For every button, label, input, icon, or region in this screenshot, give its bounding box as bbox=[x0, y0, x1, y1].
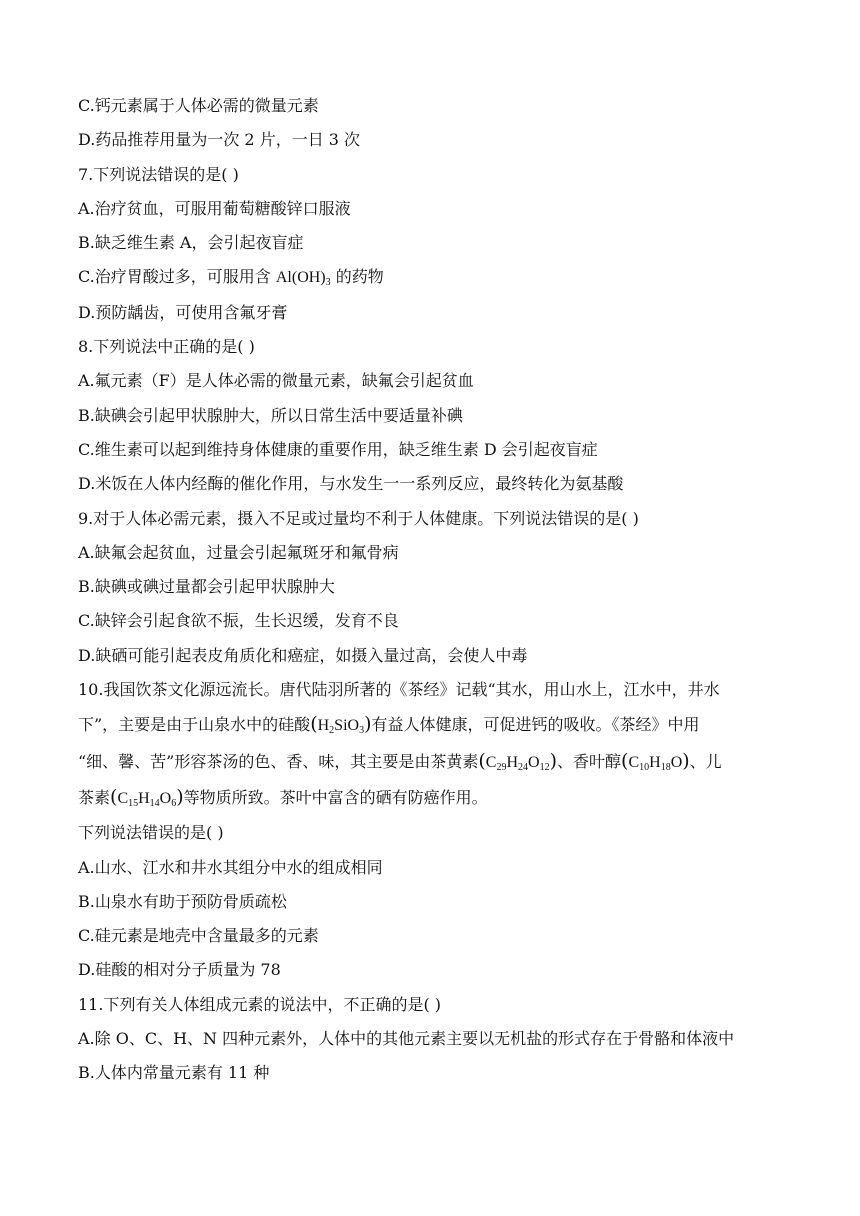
option-10c: C.硅元素是地壳中含量最多的元素 bbox=[78, 926, 319, 946]
option-7c bbox=[78, 267, 798, 288]
question-10-stem-line3: “细、馨、苦”形容茶汤的色、香、味，其主要是由茶黄素$(C_{29}H_{24}O_{12})$、香叶醇$(C_{10}H_{18}O)$、儿 bbox=[78, 749, 722, 773]
option-10a: A.山水、江水和井水其组分中水的组成相同 bbox=[78, 857, 383, 877]
formula-h2sio3: $H_2SiO_3$ bbox=[317, 717, 365, 737]
option-8d: D.米饭在人体内经酶的催化作用，与水发生一一系列反应，最终转化为氨基酸 bbox=[78, 474, 624, 494]
text-line: D.药品推荐用量为一次 2 片，一日 3 次 bbox=[78, 130, 361, 150]
text-segment: 茶素 bbox=[78, 787, 111, 807]
text-segment: 、香叶醇 bbox=[557, 751, 622, 771]
option-7d: D.预防龋齿，可使用含氟牙膏 bbox=[78, 302, 288, 322]
text-segment: 有益人体健康，可促进钙的吸收。《茶经》中用 bbox=[371, 715, 700, 735]
formula-catechin: $C_{15}H_{14}O_6$ bbox=[117, 789, 177, 809]
option-9d: D.缺硒可能引起表皮角质化和癌症，如摄入量过高，会使人中毒 bbox=[78, 645, 528, 665]
text-segment: 下”，主要是由于山泉水中的硅酸 bbox=[78, 715, 311, 735]
option-8b: B.缺碘会引起甲状腺肿大，所以日常生活中要适量补碘 bbox=[78, 405, 463, 425]
option-10b: B.山泉水有助于预防骨质疏松 bbox=[78, 891, 287, 911]
option-8a: A.氟元素（F）是人体必需的微量元素，缺氟会引起贫血 bbox=[78, 371, 474, 391]
option-9b: B.缺碘或碘过量都会引起甲状腺肿大 bbox=[78, 577, 335, 597]
option-7b: B.缺乏维生素 A，会引起夜盲症 bbox=[78, 233, 304, 253]
option-9c: C.缺锌会引起食欲不振，生长迟缓，发育不良 bbox=[78, 611, 399, 631]
option-11a: A.除 O、C、H、N 四种元素外，人体中的其他元素主要以无机盐的形式存在于骨骼和体液中 bbox=[78, 1029, 735, 1049]
text-line: C.钙元素属于人体必需的微量元素 bbox=[78, 96, 319, 115]
document-page bbox=[78, 96, 798, 1083]
option-8c: C.维生素可以起到维持身体健康的重要作用，缺乏维生素 D 会引起夜盲症 bbox=[78, 439, 598, 459]
question-10-prompt: 下列说法错误的是( ) bbox=[78, 823, 224, 843]
question-9-stem: 9.对于人体必需元素，摄入不足或过量均不利于人体健康。下列说法错误的是( ) bbox=[78, 508, 639, 528]
text-segment: 等物质所致。茶叶中富含的硒有防癌作用。 bbox=[183, 787, 488, 807]
text-segment: 、儿 bbox=[689, 751, 722, 771]
question-11-stem: 11.下列有关人体组成元素的说法中，不正确的是( ) bbox=[78, 994, 442, 1014]
option-11b: B.人体内常量元素有 11 种 bbox=[78, 1063, 270, 1083]
text-segment: “细、馨、苦”形容茶汤的色、香、味，其主要是由茶黄素 bbox=[78, 751, 479, 771]
question-10-stem-line1: 10.我国饮茶文化源远流长。唐代陆羽所著的《茶经》记载“其水，用山水上，江水中，井水 bbox=[78, 680, 720, 700]
question-7-stem: 7.下列说法错误的是( ) bbox=[78, 164, 239, 184]
option-9a: A.缺氟会起贫血，过量会引起氟斑牙和氟骨病 bbox=[78, 542, 399, 562]
formula-geraniol: $C_{10}H_{18}O$ bbox=[628, 753, 683, 773]
option-10d: D.硅酸的相对分子质量为 78 bbox=[78, 960, 281, 980]
text-segment: C.治疗胃酸过多，可服用含 bbox=[78, 267, 271, 287]
question-10-stem-line2: 下”，主要是由于山泉水中的硅酸$(H_2SiO_3)$有益人体健康，可促进钙的吸收。《茶经》中用 bbox=[78, 713, 700, 737]
option-7a: A.治疗贫血，可服用葡萄糖酸锌口服液 bbox=[78, 198, 351, 218]
formula-theaflavin: $C_{29}H_{24}O_{12}$ bbox=[485, 753, 550, 773]
question-8-stem: 8.下列说法中正确的是( ) bbox=[78, 337, 255, 357]
question-10-stem-line4: 茶素$(C_{15}H_{14}O_6)$等物质所致。茶叶中富含的硒有防癌作用。 bbox=[78, 785, 488, 809]
formula-aloh3: $Al(OH)_3$ bbox=[275, 269, 331, 289]
text-segment: 的药物 bbox=[335, 267, 384, 287]
